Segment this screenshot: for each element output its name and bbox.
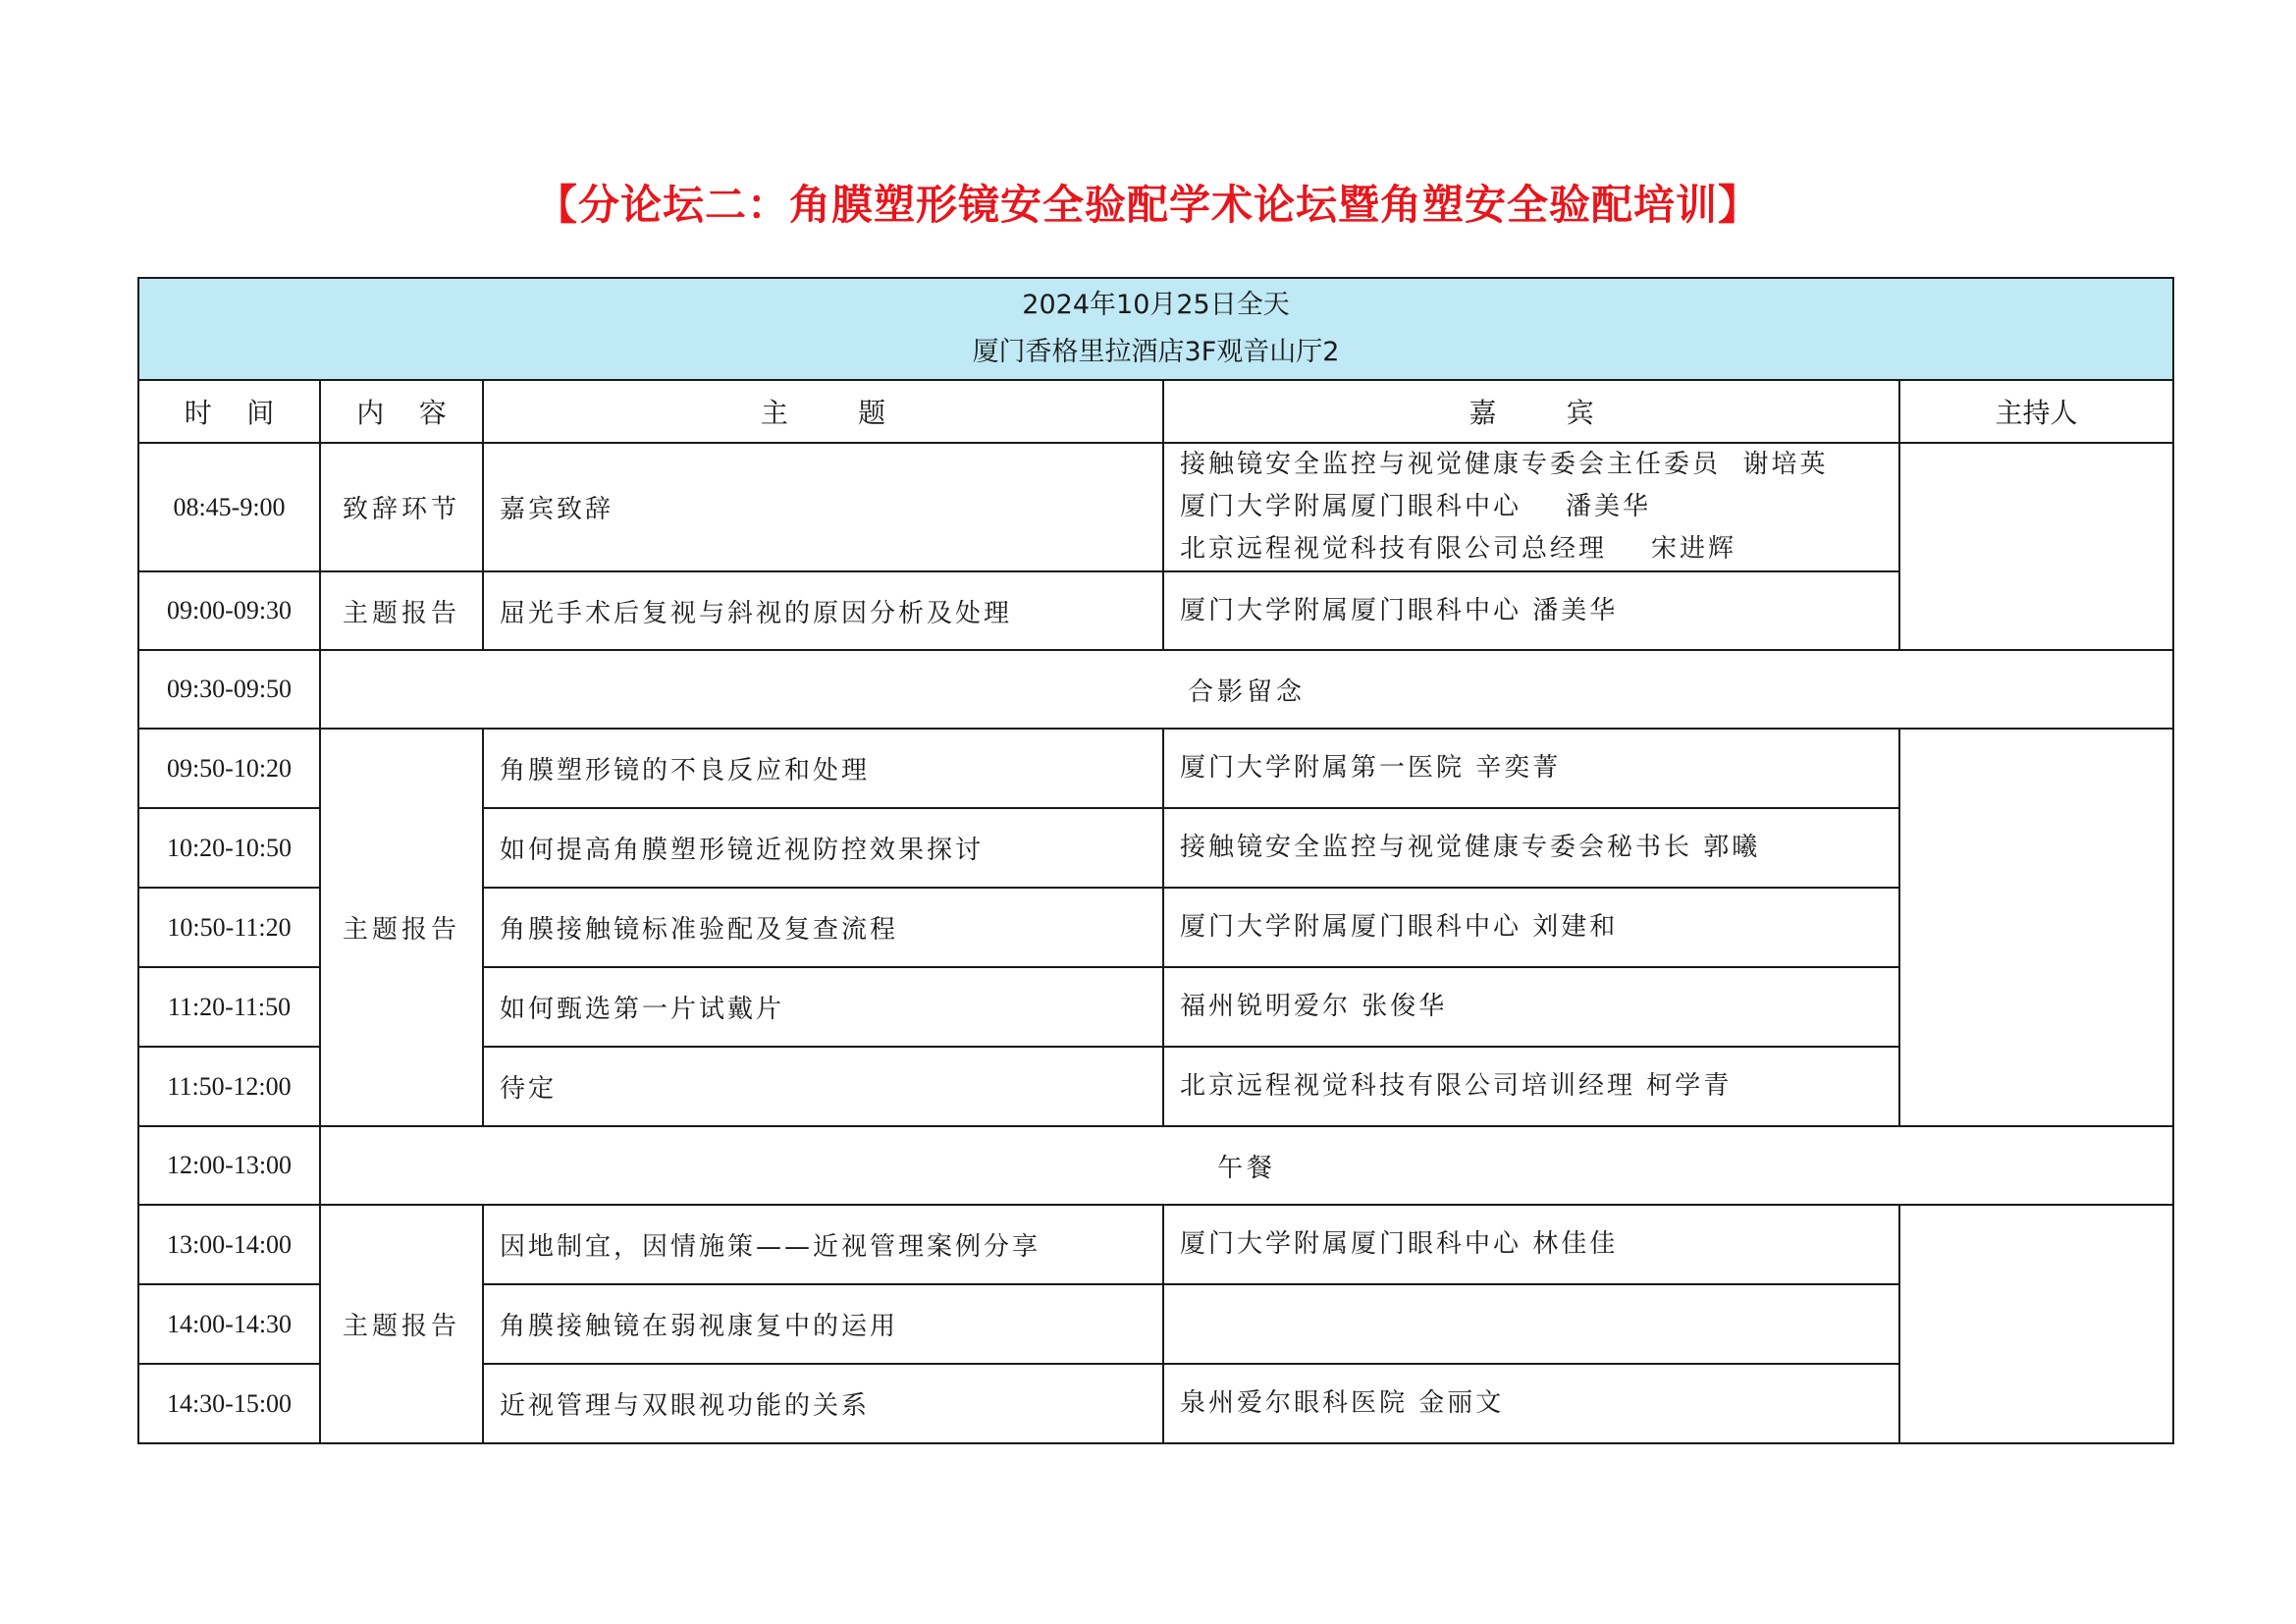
time-cell: 09:30-09:50: [138, 650, 320, 729]
header-content: 内 容: [320, 380, 483, 443]
event-date: 2024年10月25日全天: [1022, 290, 1290, 320]
time-cell: 14:00-14:30: [138, 1284, 320, 1364]
event-banner: [138, 278, 2173, 380]
time-cell: 10:20-10:50: [138, 808, 320, 888]
topic-cell: 近视管理与双眼视功能的关系: [483, 1364, 1163, 1443]
guest-cell: 厦门大学附属厦门眼科中心 潘美华: [1163, 571, 1899, 650]
page-title: 【分论坛二：角膜塑形镜安全验配学术论坛暨角塑安全验配培训】: [535, 181, 1760, 229]
topic-cell: 如何甄选第一片试戴片: [483, 967, 1163, 1047]
event-venue: 厦门香格里拉酒店3F观音山厅2: [972, 337, 1340, 367]
time-cell: 14:30-15:00: [138, 1364, 320, 1443]
guest-cell: [1163, 443, 1899, 571]
table-row: [138, 650, 2173, 729]
table-row: [138, 1126, 2173, 1205]
agenda-table: [137, 277, 2174, 1444]
host-cell: [1899, 729, 2173, 1126]
header-time: 时 间: [138, 380, 320, 443]
guest-line: 北京远程视觉科技有限公司总经理 宋进辉: [1180, 534, 1737, 564]
time-cell: 12:00-13:00: [138, 1126, 320, 1205]
time-cell: 09:00-09:30: [138, 571, 320, 650]
content-cell: 主题报告: [320, 1205, 483, 1443]
guest-cell: 接触镜安全监控与视觉健康专委会秘书长 郭曦: [1163, 808, 1899, 888]
time-cell: 08:45-9:00: [138, 443, 320, 571]
guest-cell: 北京远程视觉科技有限公司培训经理 柯学青: [1163, 1047, 1899, 1126]
host-cell: [1899, 1205, 2173, 1443]
host-cell: [1899, 443, 2173, 650]
topic-cell: 待定: [483, 1047, 1163, 1126]
table-row: [138, 729, 2173, 808]
topic-cell: 角膜接触镜在弱视康复中的运用: [483, 1284, 1163, 1364]
break-cell: 合影留念: [320, 650, 2173, 729]
time-cell: 13:00-14:00: [138, 1205, 320, 1284]
topic-cell: 角膜接触镜标准验配及复查流程: [483, 888, 1163, 967]
guest-cell: 泉州爱尔眼科医院 金丽文: [1163, 1364, 1899, 1443]
topic-cell: 因地制宜，因情施策——近视管理案例分享: [483, 1205, 1163, 1284]
time-cell: 11:20-11:50: [138, 967, 320, 1047]
topic-cell: 嘉宾致辞: [483, 443, 1163, 571]
guest-cell: [1163, 1284, 1899, 1364]
time-cell: 11:50-12:00: [138, 1047, 320, 1126]
header-guest: 嘉 宾: [1163, 380, 1899, 443]
table-row: [138, 571, 2173, 650]
guest-line: 厦门大学附属厦门眼科中心 潘美华: [1180, 492, 1652, 521]
header-host: 主持人: [1899, 380, 2173, 443]
guest-cell: 福州锐明爱尔 张俊华: [1163, 967, 1899, 1047]
table-header: [138, 380, 2173, 443]
topic-cell: 如何提高角膜塑形镜近视防控效果探讨: [483, 808, 1163, 888]
topic-cell: 屈光手术后复视与斜视的原因分析及处理: [483, 571, 1163, 650]
guest-line: 接触镜安全监控与视觉健康专委会主任委员 谢培英: [1180, 450, 1829, 479]
table-row: [138, 1205, 2173, 1284]
time-cell: 10:50-11:20: [138, 888, 320, 967]
break-cell: 午餐: [320, 1126, 2173, 1205]
content-cell: 主题报告: [320, 571, 483, 650]
table-row: [138, 443, 2173, 571]
guest-cell: 厦门大学附属第一医院 辛奕菁: [1163, 729, 1899, 808]
time-cell: 09:50-10:20: [138, 729, 320, 808]
guest-cell: 厦门大学附属厦门眼科中心 刘建和: [1163, 888, 1899, 967]
banner-row: [138, 278, 2173, 380]
header-topic: 主 题: [483, 380, 1163, 443]
topic-cell: 角膜塑形镜的不良反应和处理: [483, 729, 1163, 808]
content-cell: 致辞环节: [320, 443, 483, 571]
content-cell: 主题报告: [320, 729, 483, 1126]
guest-cell: 厦门大学附属厦门眼科中心 林佳佳: [1163, 1205, 1899, 1284]
